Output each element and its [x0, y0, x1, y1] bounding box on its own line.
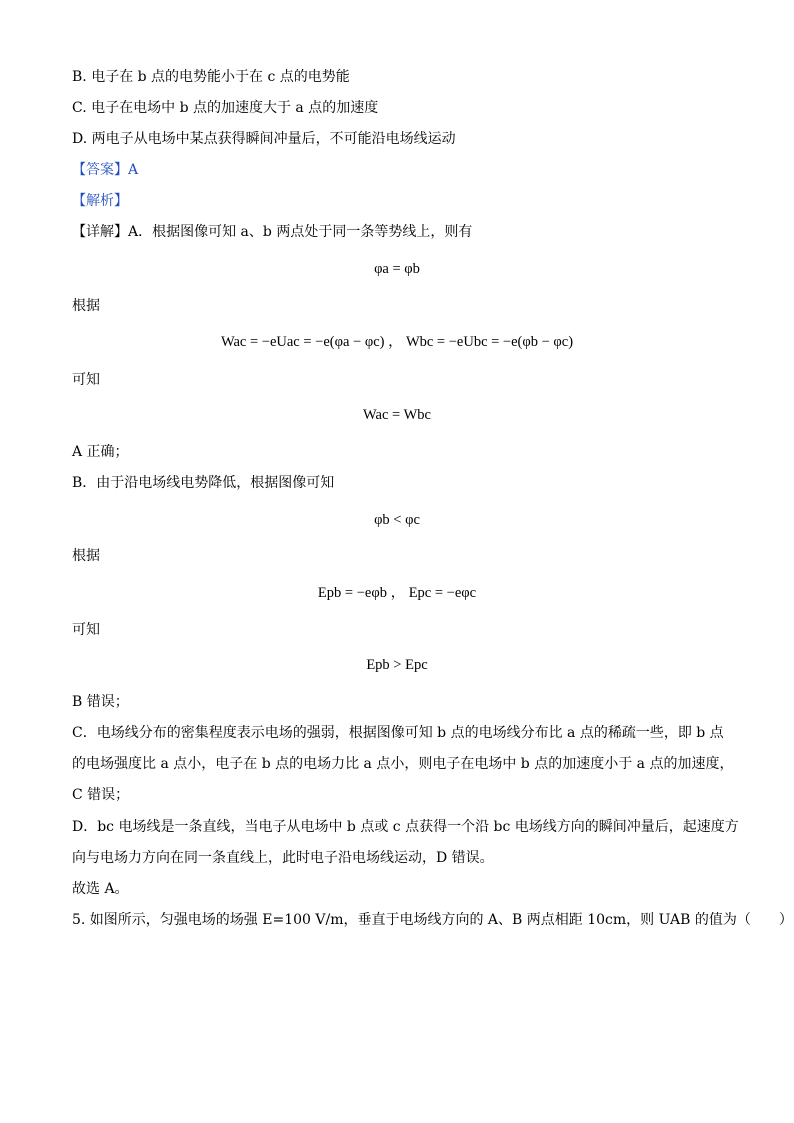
option-d: D. 两电子从电场中某点获得瞬间冲量后，不可能沿电场线运动: [72, 131, 456, 147]
equation-phi-a-eq-phi-b: [0, 258, 794, 280]
equation-work: [0, 331, 794, 353]
equation-text: φb < φc: [374, 512, 420, 528]
equation-potential-energy-compare: [0, 654, 794, 676]
detail-c-line-2: 的电场强度比 a 点小，电子在 b 点的电场力比 a 点小，则电子在电场中 b 点的加速度小于 a 点的加速度，: [72, 756, 734, 772]
text-b-wrong: B 错误；: [72, 694, 129, 710]
text-genju-1: 根据: [72, 298, 100, 314]
equation-text: Wac = Wbc: [363, 407, 431, 423]
option-b: B. 电子在 b 点的电势能小于在 c 点的电势能: [72, 69, 350, 85]
detail-a-intro: 【详解】A．根据图像可知 a、b 两点处于同一条等势线上，则有: [72, 224, 473, 240]
detail-b-intro: B．由于沿电场线电势降低，根据图像可知: [72, 475, 335, 491]
option-c: C. 电子在电场中 b 点的加速度大于 a 点的加速度: [72, 100, 379, 116]
text-kezhi-2: 可知: [72, 622, 100, 638]
equation-text: Epb > Epc: [366, 657, 428, 673]
text-genju-2: 根据: [72, 548, 100, 564]
equation-work-equal: [0, 404, 794, 426]
question-5: 5. 如图所示，匀强电场的场强 E=100 V/m，垂直于电场线方向的 A、B 两点相距 10cm，则 UAB 的值为（ ）: [72, 912, 793, 928]
equation-text: Epb = −eφb ， Epc = −eφc: [317, 585, 477, 601]
detail-c-line-1: C．电场线分布的密集程度表示电场的强弱，根据图像可知 b 点的电场线分布比 a 点的稀疏一些，即 b 点: [72, 725, 724, 741]
text-kezhi-1: 可知: [72, 372, 100, 388]
text-c-wrong: C 错误；: [72, 787, 130, 803]
equation-potential-energy: [0, 582, 794, 604]
detail-d-line-2: 向与电场力方向在同一条直线上，此时电子沿电场线运动，D 错误。: [72, 850, 494, 866]
analysis-label: 【解析】: [72, 193, 128, 209]
equation-text: Wac = −eUac = −e(φa − φc) ， Wbc = −eUbc = −e(φb − φc): [220, 334, 574, 350]
equation-text: φa = φb: [374, 261, 420, 277]
text-choose-a: 故选 A。: [72, 881, 129, 897]
equation-phi-b-lt-phi-c: [0, 509, 794, 531]
text-a-correct: A 正确；: [72, 444, 129, 460]
answer-label: 【答案】A: [72, 162, 139, 178]
detail-d-line-1: D．bc 电场线是一条直线，当电子从电场中 b 点或 c 点获得一个沿 bc 电场线方向的瞬间冲量后，起速度方: [72, 819, 739, 835]
